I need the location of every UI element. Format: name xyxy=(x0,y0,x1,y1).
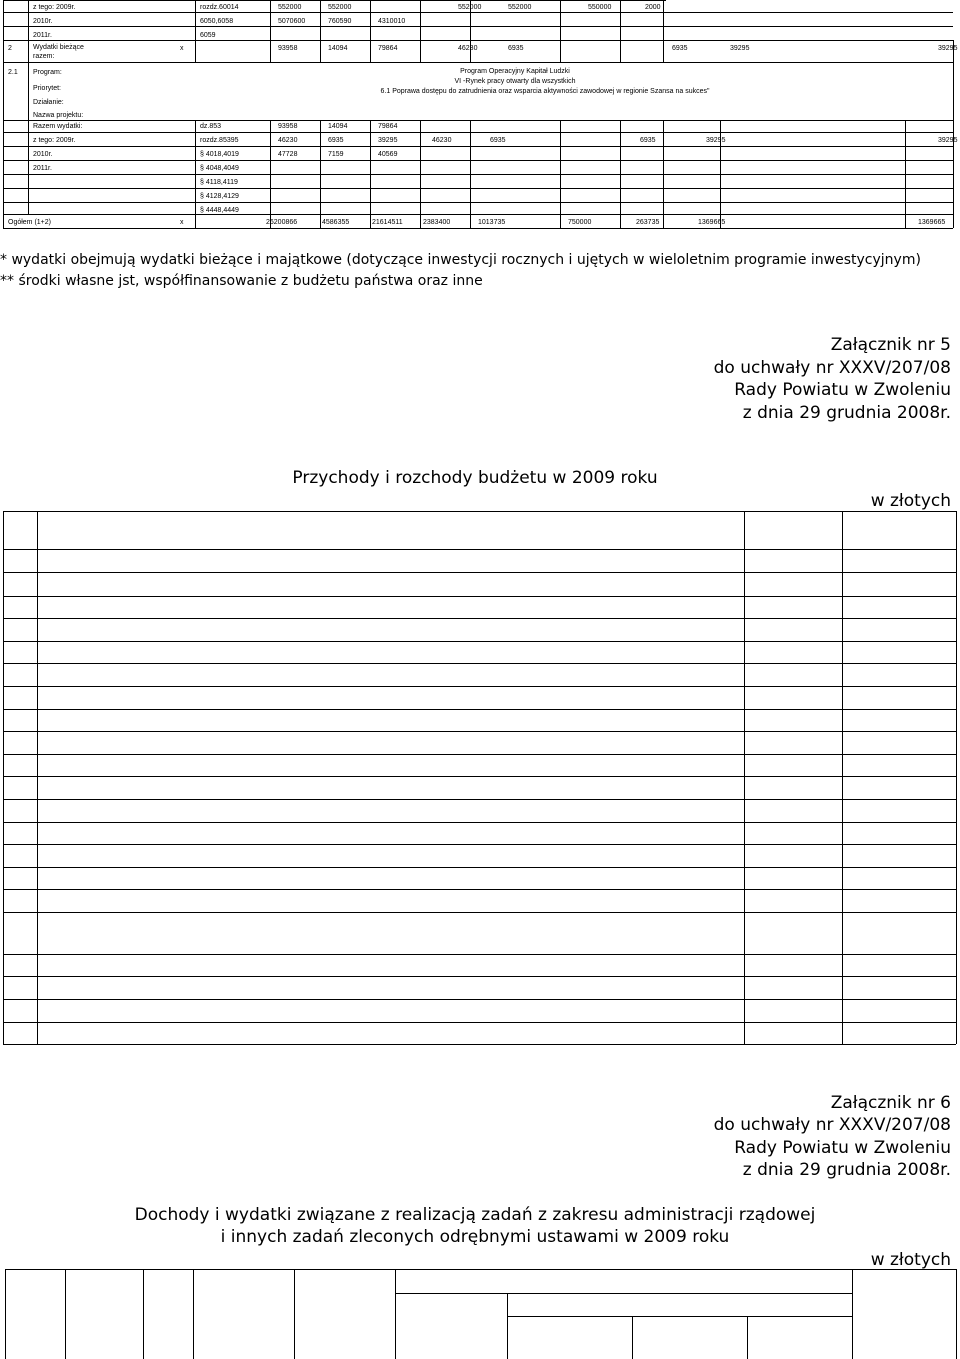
cell-v: 47728 xyxy=(278,151,298,158)
rule xyxy=(3,160,953,161)
cell-v: 39295 xyxy=(938,45,958,52)
cell-v: 40569 xyxy=(378,151,398,158)
cell-v: 263735 xyxy=(636,219,660,226)
rule xyxy=(507,1293,508,1359)
measure-name: 6.1 Poprawa dostępu do zatrudnienia oraz wsparcia aktywności zawodowej w regionie Szansa na sukces" xyxy=(380,88,710,95)
label-priorytet: Priorytet: xyxy=(33,85,62,92)
program-name: Program Operacyjny Kapitał Ludzki xyxy=(460,68,570,75)
rule xyxy=(3,754,956,755)
cell-label: z tego: 2009r. xyxy=(33,4,76,11)
cell-label: 2011r. xyxy=(33,32,52,39)
rule xyxy=(3,132,953,133)
cell-v: 2000 xyxy=(645,4,661,11)
cell-label: 2011r. xyxy=(33,165,52,172)
cell-v: 14094 xyxy=(328,45,348,52)
rule xyxy=(3,663,956,664)
rule xyxy=(420,120,421,228)
rule xyxy=(3,40,953,41)
rule xyxy=(3,0,4,228)
rule xyxy=(3,228,953,229)
rule xyxy=(3,0,666,1)
cell-label: 2010r. xyxy=(33,18,53,25)
rule xyxy=(28,0,29,62)
rule xyxy=(370,120,371,228)
label-dzialanie: Działanie: xyxy=(33,99,64,106)
attachment6-title-line1: Dochody i wydatki związane z realizacją zadań z zakresu administracji rządowej xyxy=(134,1205,816,1225)
rule xyxy=(320,0,321,62)
rule xyxy=(3,709,956,710)
footnote-1: * wydatki obejmują wydatki bieżące i majątkowe (dotyczące inwestycji rocznych i ujętych w wieloletnim programie inwestycyjnym) xyxy=(0,252,921,268)
rule xyxy=(395,1269,396,1359)
cell-class: dz.853 xyxy=(200,123,222,130)
rule xyxy=(3,889,956,890)
rule xyxy=(3,912,956,913)
council-name: Rady Powiatu w Zwoleniu xyxy=(734,1138,951,1158)
rule xyxy=(620,0,621,62)
rule xyxy=(3,799,956,800)
rule xyxy=(3,1022,956,1023)
cell-x: x xyxy=(180,219,184,226)
rule xyxy=(3,572,956,573)
rule xyxy=(5,1269,956,1270)
rule xyxy=(470,120,471,228)
cell-v: 1013735 xyxy=(478,219,506,226)
unit-label: w złotych xyxy=(870,1250,951,1270)
cell-v: 7159 xyxy=(328,151,344,158)
rule xyxy=(270,0,271,62)
cell-v: 4586355 xyxy=(322,219,350,226)
cell-class: § 4118,4119 xyxy=(200,179,238,186)
cell-label: Wydatki bieżące xyxy=(33,44,84,51)
cell-v: 4310010 xyxy=(378,18,406,25)
rule xyxy=(3,146,953,147)
rule xyxy=(842,511,843,1044)
rule xyxy=(3,999,956,1000)
cell-v: 6935 xyxy=(508,45,524,52)
cell-label: razem: xyxy=(33,53,55,60)
cell-num: 2 xyxy=(8,45,12,52)
cell-v: 14094 xyxy=(328,123,348,130)
cell-class: § 4018,4019 xyxy=(200,151,239,158)
cell-class: § 4448,4449 xyxy=(200,207,239,214)
cell-v: 39295 xyxy=(378,137,398,144)
footnote-2: ** środki własne jst, współfinansowanie z budżetu państwa oraz inne xyxy=(0,273,483,289)
cell-label: Ogółem (1+2) xyxy=(8,219,51,226)
rule xyxy=(270,120,271,228)
cell-v: 79864 xyxy=(378,123,398,130)
rule xyxy=(370,0,371,62)
cell-v: 46230 xyxy=(458,45,478,52)
resolution-date: z dnia 29 grudnia 2008r. xyxy=(742,1160,951,1180)
rule xyxy=(3,174,953,175)
resolution-number: do uchwały nr XXXV/207/08 xyxy=(713,1115,951,1135)
cell-v: 93958 xyxy=(278,123,298,130)
rule xyxy=(3,549,956,550)
rule xyxy=(3,26,953,27)
label-program: Program: xyxy=(33,69,62,76)
rule xyxy=(395,1293,852,1294)
attachment-number: Załącznik nr 5 xyxy=(830,335,951,355)
rule xyxy=(956,511,957,1044)
cell-label: z tego: 2009r. xyxy=(33,137,76,144)
rule xyxy=(3,867,956,868)
cell-v: 6935 xyxy=(328,137,344,144)
rule xyxy=(620,120,621,228)
cell-v: 39295 xyxy=(938,137,958,144)
rule xyxy=(3,120,953,121)
unit-label: w złotych xyxy=(870,491,951,511)
cell-v: 6935 xyxy=(640,137,656,144)
cell-v: 46230 xyxy=(278,137,298,144)
rule xyxy=(195,0,196,62)
cell-v: 26200866 xyxy=(266,219,298,226)
cell-v: 93958 xyxy=(278,45,298,52)
rule xyxy=(3,214,953,215)
attachment5-title: Przychody i rozchody budżetu w 2009 roku xyxy=(292,468,658,488)
rule xyxy=(28,120,29,214)
rule xyxy=(720,120,721,228)
rule xyxy=(560,0,561,62)
rule xyxy=(5,1269,6,1359)
cell-v: 46230 xyxy=(432,137,452,144)
council-name: Rady Powiatu w Zwoleniu xyxy=(734,380,951,400)
rule xyxy=(953,40,954,228)
cell-v: 79864 xyxy=(378,45,398,52)
rule xyxy=(956,1269,957,1359)
cell-class: § 4048,4049 xyxy=(200,165,239,172)
rule xyxy=(747,1316,748,1359)
rule xyxy=(37,549,38,1044)
cell-v: 550000 xyxy=(588,4,612,11)
rule xyxy=(470,0,471,62)
cell-v: 5070600 xyxy=(278,18,306,25)
rule xyxy=(3,1044,956,1045)
cell-class: 6050,6058 xyxy=(200,18,234,25)
resolution-date: z dnia 29 grudnia 2008r. xyxy=(742,403,951,423)
rule xyxy=(3,686,956,687)
label-nazwa: Nazwa projektu: xyxy=(33,112,84,119)
cell-v: 750000 xyxy=(568,219,592,226)
cell-v: 39295 xyxy=(706,137,726,144)
cell-v: 552000 xyxy=(328,4,352,11)
cell-v: 6935 xyxy=(490,137,506,144)
attachment-number: Załącznik nr 6 xyxy=(830,1093,951,1113)
cell-v: 39295 xyxy=(730,45,750,52)
rule xyxy=(3,776,956,777)
rule xyxy=(3,596,956,597)
rule xyxy=(507,1316,852,1317)
rule xyxy=(3,731,956,732)
rule xyxy=(852,1269,853,1359)
rule xyxy=(3,12,953,13)
rule xyxy=(663,120,664,228)
resolution-number: do uchwały nr XXXV/207/08 xyxy=(713,358,951,378)
cell-label: 2010r. xyxy=(33,151,53,158)
cell-class: rozdz.85395 xyxy=(200,137,239,144)
rule xyxy=(3,822,956,823)
rule xyxy=(560,120,561,228)
rule xyxy=(143,1269,144,1359)
rule xyxy=(294,1269,295,1359)
cell-v: 6935 xyxy=(672,45,688,52)
cell-v: 1369665 xyxy=(698,219,726,226)
rule xyxy=(744,511,745,1044)
rule xyxy=(28,62,29,120)
rule xyxy=(3,954,956,955)
rule xyxy=(3,511,4,1044)
rule xyxy=(420,0,421,62)
rule xyxy=(3,618,956,619)
cell-v: 760590 xyxy=(328,18,352,25)
rule xyxy=(3,202,953,203)
rule xyxy=(3,62,953,63)
rule xyxy=(905,120,906,228)
priority-name: VI -Rynek pracy otwarty dla wszystkich xyxy=(454,78,576,85)
rule xyxy=(3,976,956,977)
rule xyxy=(3,188,953,189)
rule xyxy=(37,511,38,549)
rule xyxy=(193,1269,194,1359)
cell-class: § 4128,4129 xyxy=(200,193,239,200)
rule xyxy=(663,0,664,62)
cell-v: 552000 xyxy=(508,4,532,11)
cell-v: 2383400 xyxy=(423,219,451,226)
cell-v: 552000 xyxy=(278,4,302,11)
cell-v: 552000 xyxy=(458,4,482,11)
rule xyxy=(632,1316,633,1359)
cell-label: Razem wydatki: xyxy=(33,123,83,130)
rule xyxy=(3,511,956,512)
attachment6-title-line2: i innych zadań zleconych odrębnymi ustawami w 2009 roku xyxy=(220,1227,730,1247)
rule xyxy=(320,120,321,228)
rule xyxy=(3,641,956,642)
cell-v: 1369665 xyxy=(918,219,946,226)
cell-class: 6059 xyxy=(200,32,216,39)
cell-v: 21614511 xyxy=(372,219,403,226)
rule xyxy=(3,844,956,845)
cell-class: rozdz.60014 xyxy=(200,4,239,11)
rule xyxy=(195,120,196,228)
cell-x: x xyxy=(180,45,184,52)
rule xyxy=(65,1269,66,1359)
cell-num: 2.1 xyxy=(8,69,18,76)
